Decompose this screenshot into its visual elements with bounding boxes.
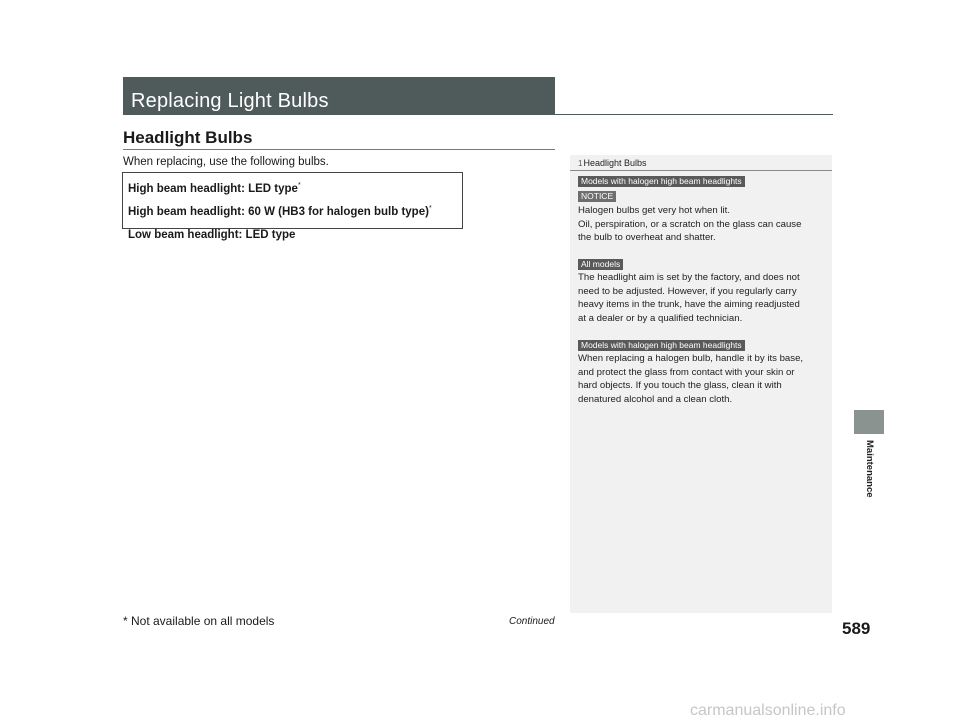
model-tag: All models — [578, 259, 623, 270]
spec-row: High beam headlight: 60 W (HB3 for halogen bulb type)* — [128, 204, 432, 218]
section-title-band — [123, 77, 555, 115]
notice-tag: NOTICE — [578, 191, 616, 202]
note-title: 1Headlight Bulbs — [578, 158, 647, 168]
chapter-label: Maintenance — [864, 440, 875, 498]
page-heading: Headlight Bulbs — [123, 128, 253, 147]
intro-text: When replacing, use the following bulbs. — [123, 156, 329, 168]
page-number: 589 — [842, 619, 871, 638]
spec-row: Low beam headlight: LED type — [128, 228, 296, 241]
model-tag: Models with halogen high beam headlights — [578, 176, 745, 187]
note-paragraph: Halogen bulbs get very hot when lit. Oil, perspiration, or a scratch on the glass can cause the bulb to overheat and shatter. — [578, 205, 802, 243]
footnote-marker: * — [297, 182, 301, 189]
note-paragraph: When replacing a halogen bulb, handle it by its base, and protect the glass from contact with your skin or hard objects. If you touch the glass, clean it with denatured alcohol and a clean cloth. — [578, 353, 804, 405]
bulb-spec-box — [122, 172, 463, 241]
note-panel — [570, 155, 832, 613]
chapter-tab — [854, 410, 884, 434]
spec-row: High beam headlight: LED type* — [128, 182, 301, 195]
footnote: * Not available on all models — [123, 614, 275, 628]
section-title: Replacing Light Bulbs — [131, 90, 329, 112]
watermark: carmanualsonline.info — [690, 702, 846, 719]
heading-rule — [123, 149, 555, 150]
reference-marker: 1 — [578, 159, 583, 168]
continued-label: Continued — [509, 616, 555, 627]
note-rule — [570, 170, 832, 171]
model-tag: Models with halogen high beam headlights — [578, 340, 745, 351]
note-paragraph: The headlight aim is set by the factory, and does not need to be adjusted. However, if you regularly carry heavy items in the trunk, have the aiming readjusted at a dealer or by a qualified technician. — [578, 272, 800, 324]
section-rule — [555, 114, 833, 115]
footnote-marker: * — [428, 204, 432, 212]
